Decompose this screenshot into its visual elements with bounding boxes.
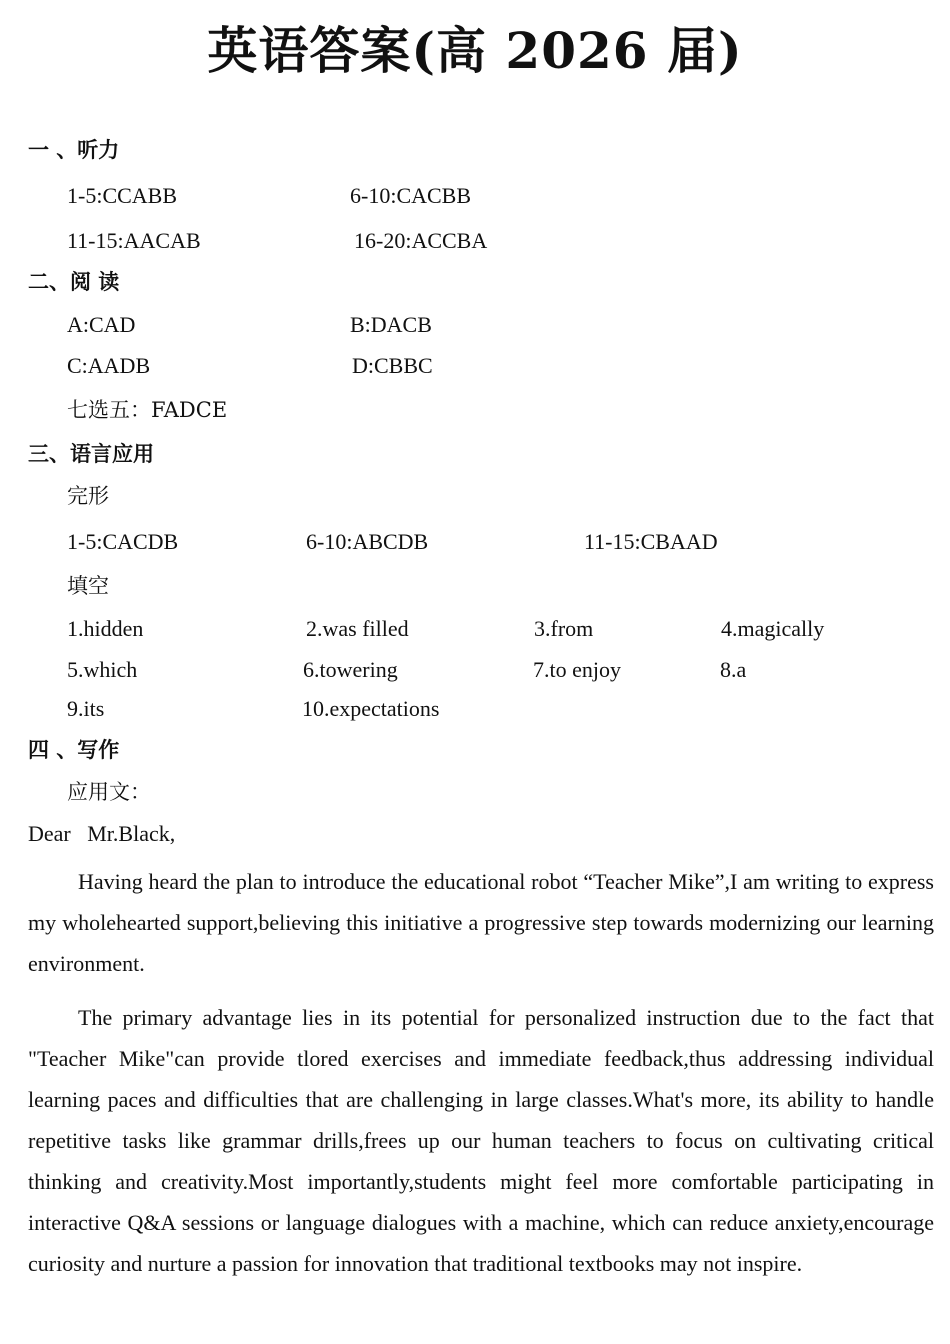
letter-paragraph: The primary advantage lies in its potential for personalized instruction due to the fact that "Teacher Mike"can provide tlored exercises and immediate feedback,thus addressing individual learning paces and difficulties that are challenging in large classes.What's more, its ability to handle repetitive tasks like grammar drills,frees up our human teachers to focus on cultivating critical thinking and creativity.Most importantly,students might feel more comfortable participating in interactive Q&A sessions or language dialogues with a machine, which can reduce anxiety,encourage curiosity and nurture a passion for innovation that traditional textbooks may not inspire. bbox=[28, 1005, 934, 1276]
cloze-answer: 1-5:CACDB bbox=[67, 529, 179, 554]
reading-answer: D:CBBC bbox=[352, 353, 433, 378]
reading-answer: A:CAD bbox=[67, 312, 136, 337]
listening-answer: 11-15:AACAB bbox=[67, 228, 201, 253]
fill-in-answer: 4.magically bbox=[721, 616, 825, 641]
letter-paragraph: Having heard the plan to introduce the educational robot “Teacher Mike”,I am writing to express my wholehearted support,believing this initiative a progressive step towards modernizing our learning environment. bbox=[28, 869, 934, 976]
fill-in-answer: 6.towering bbox=[303, 657, 398, 682]
section-heading-language-use: 三、语言应用 bbox=[28, 442, 154, 466]
reading-answer: B:DACB bbox=[350, 312, 432, 337]
fill-in-label: 填空 bbox=[67, 574, 109, 598]
cloze-answer: 11-15:CBAAD bbox=[584, 529, 718, 554]
fill-in-answer: 8.a bbox=[720, 657, 747, 682]
fill-in-answer: 10.expectations bbox=[302, 696, 440, 721]
page-title: 英语答案(高 2026 届) bbox=[207, 21, 743, 80]
fill-in-answer: 5.which bbox=[67, 657, 138, 682]
cloze-label: 完形 bbox=[67, 484, 109, 508]
section-heading-listening: 一 、听力 bbox=[28, 138, 120, 162]
fill-in-answer: 7.to enjoy bbox=[533, 657, 621, 682]
seven-choose-five-answer: 七选五：FADCE bbox=[67, 398, 228, 422]
applied-writing-label: 应用文： bbox=[67, 780, 151, 804]
reading-answer: C:AADB bbox=[67, 353, 151, 378]
listening-answer: 16-20:ACCBA bbox=[354, 228, 488, 253]
cloze-answer: 6-10:ABCDB bbox=[306, 529, 429, 554]
fill-in-answer: 9.its bbox=[67, 696, 105, 721]
letter-salutation: Dear Mr.Black, bbox=[28, 821, 176, 846]
section-heading-writing: 四 、写作 bbox=[28, 738, 120, 762]
fill-in-answer: 3.from bbox=[534, 616, 594, 641]
fill-in-answer: 2.was filled bbox=[306, 616, 409, 641]
listening-answer: 1-5:CCABB bbox=[67, 183, 178, 208]
listening-answer: 6-10:CACBB bbox=[350, 183, 472, 208]
fill-in-answer: 1.hidden bbox=[67, 616, 144, 641]
section-heading-reading: 二、阅 读 bbox=[28, 270, 120, 294]
